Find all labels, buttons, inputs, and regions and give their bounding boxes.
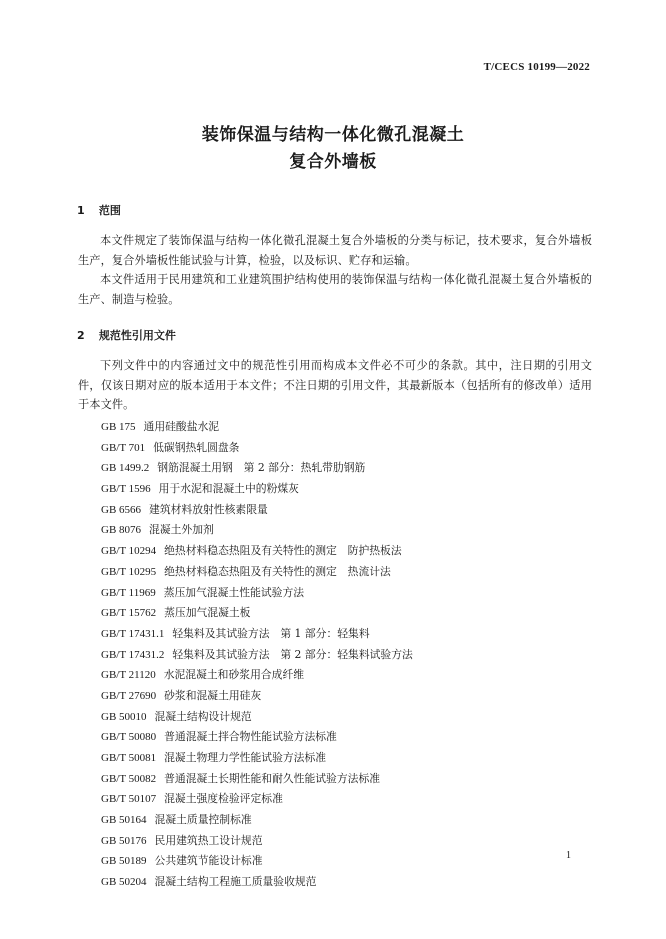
reference-item	[101, 851, 413, 872]
reference-title: 普通混凝土拌合物性能试验方法标准	[164, 730, 337, 744]
scope-paragraph-1: 本文件规定了装饰保温与结构一体化微孔混凝土复合外墙板的分类与标记，技术要求，复合外墙板生产，复合外墙板性能试验与计算，检验，以及标识、贮存和运输。	[78, 234, 592, 267]
reference-item	[101, 583, 413, 604]
reference-title: 混凝土物理力学性能试验方法标准	[164, 751, 327, 764]
reference-code: GB/T 701	[101, 441, 146, 454]
section-number: 2	[77, 329, 85, 342]
scope-paragraph-2: 本文件适用于民用建筑和工业建筑围护结构使用的装饰保温与结构一体化微孔混凝土复合外墙板的生产、制造与检验。	[78, 273, 592, 306]
reference-item	[101, 645, 413, 666]
reference-item	[101, 417, 413, 438]
reference-item	[101, 810, 413, 831]
reference-code: GB/T 15762	[101, 607, 157, 620]
reference-title: 用于水泥和混凝土中的粉煤灰	[158, 482, 299, 496]
reference-code: GB 50189	[101, 855, 147, 868]
references-intro-paragraph: 下列文件中的内容通过文中的规范性引用而构成本文件必不可少的条款。其中，注日期的引用文件，仅该日期对应的版本适用于本文件；不注日期的引用文件，其最新版本（包括所有的修改单）适用于本文件。	[78, 359, 592, 411]
reference-item	[101, 686, 413, 707]
reference-code: GB/T 10295	[101, 565, 157, 578]
reference-item	[101, 520, 413, 541]
reference-item	[101, 458, 413, 479]
reference-code: GB/T 50081	[101, 752, 157, 764]
document-code: T/CECS 10199—2022	[483, 61, 590, 73]
reference-code: GB/T 17431.2	[101, 648, 165, 661]
reference-title: 混凝土强度检验评定标准	[164, 792, 283, 806]
reference-title: 公共建筑节能设计标准	[154, 854, 263, 868]
reference-code: GB/T 50082	[101, 772, 157, 785]
reference-code: GB/T 10294	[101, 545, 157, 558]
reference-item	[101, 789, 413, 810]
reference-title: 水泥混凝土和砂浆用合成纤维	[163, 668, 305, 682]
section-title: 规范性引用文件	[98, 329, 176, 342]
reference-title: 混凝土外加剂	[149, 523, 214, 537]
section-number: 1	[77, 204, 85, 217]
reference-item	[101, 872, 413, 893]
page-number: 1	[566, 850, 571, 861]
reference-item	[101, 479, 413, 500]
reference-title: 轻集料及其试验方法 第 2 部分：轻集料试验方法	[172, 647, 413, 661]
reference-code: GB 50176	[101, 834, 147, 847]
reference-code: GB 175	[101, 421, 136, 433]
reference-item	[101, 500, 413, 521]
reference-item	[101, 624, 413, 645]
reference-title: 通用硅酸盐水泥	[143, 420, 220, 433]
reference-title: 建筑材料放射性核素限量	[149, 502, 268, 516]
reference-title: 混凝土结构设计规范	[154, 709, 252, 723]
reference-code: GB/T 21120	[101, 669, 156, 682]
reference-item	[101, 665, 413, 686]
section-2-heading	[77, 327, 176, 343]
reference-code: GB/T 11969	[101, 586, 156, 599]
reference-code: GB 50010	[101, 710, 147, 723]
reference-item	[101, 707, 413, 728]
reference-item	[101, 831, 413, 852]
reference-title: 蒸压加气混凝土板	[164, 606, 251, 620]
reference-code: GB/T 17431.1	[101, 627, 165, 640]
reference-code: GB/T 1596	[101, 483, 151, 496]
section-title: 范围	[98, 204, 121, 217]
reference-item	[101, 727, 413, 748]
reference-title: 民用建筑热工设计规范	[154, 833, 263, 847]
reference-item	[101, 438, 413, 459]
reference-item	[101, 541, 413, 562]
section-1-heading	[77, 202, 121, 218]
document-title-line-1: 装饰保温与结构一体化微孔混凝土	[201, 125, 465, 145]
reference-item	[101, 748, 413, 769]
reference-title: 绝热材料稳态热阻及有关特性的测定 防护热板法	[164, 544, 402, 558]
reference-title: 混凝土质量控制标准	[154, 813, 252, 827]
reference-code: GB/T 50080	[101, 731, 157, 744]
reference-item	[101, 562, 413, 583]
reference-list	[101, 417, 413, 893]
reference-title: 钢筋混凝土用钢 第 2 部分：热轧带肋钢筋	[157, 461, 366, 475]
reference-code: GB 8076	[101, 524, 142, 537]
reference-title: 蒸压加气混凝土性能试验方法	[163, 585, 305, 599]
reference-code: GB 6566	[101, 503, 142, 516]
reference-title: 绝热材料稳态热阻及有关特性的测定 热流计法	[164, 564, 391, 578]
reference-code: GB/T 50107	[101, 793, 157, 806]
document-title-line-2: 复合外墙板	[289, 152, 377, 172]
reference-code: GB 1499.2	[101, 462, 150, 475]
reference-title: 轻集料及其试验方法 第 1 部分：轻集料	[172, 626, 370, 640]
reference-code: GB 50164	[101, 814, 147, 827]
reference-item	[101, 603, 413, 624]
reference-item	[101, 769, 413, 790]
reference-title: 砂浆和混凝土用硅灰	[164, 688, 262, 702]
reference-code: GB/T 27690	[101, 689, 157, 702]
reference-code: GB 50204	[101, 876, 147, 889]
reference-title: 普通混凝土长期性能和耐久性能试验方法标准	[164, 771, 381, 785]
reference-title: 混凝土结构工程施工质量验收规范	[154, 875, 317, 889]
reference-title: 低碳钢热轧圆盘条	[153, 440, 240, 454]
